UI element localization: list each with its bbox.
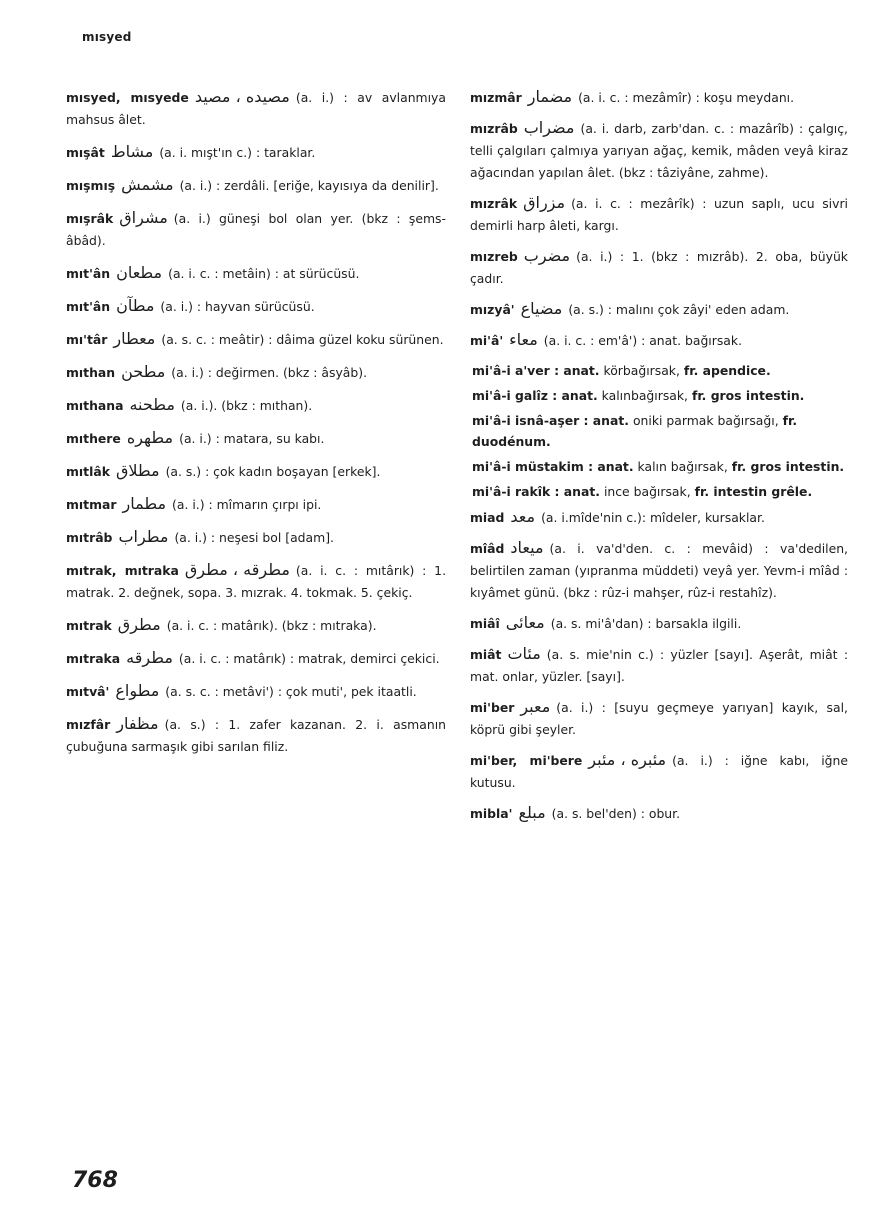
headword: mi'â' <box>470 333 504 348</box>
sub-definition: ince bağırsak, <box>603 484 691 499</box>
headword: mızmâr <box>470 90 522 105</box>
definition: (a. i.) güneşi bol olan yer. (bkz : şems-âbâd). <box>66 211 446 248</box>
headword: mışrâk <box>66 211 114 226</box>
arabic-script: مطلاق <box>115 461 160 480</box>
headword: mıt'ân <box>66 266 111 281</box>
definition: (a. s. c. : metâvi') : çok muti', pek itaatli. <box>165 684 417 699</box>
right-column <box>470 86 848 833</box>
dictionary-entry <box>470 643 848 688</box>
arabic-script: مئات <box>507 644 541 663</box>
dictionary-entry <box>470 329 848 352</box>
headword: mibla' <box>470 806 513 821</box>
sub-definition: kalınbağırsak, <box>601 388 688 403</box>
definition: (a. i. darb, zarb'dan. c. : mazârîb) : çalgıç, telli çalgıları çalmıya yarıyan ağaç, kemik, mâden veyâ kiraz ağacından yapılan âlet. (bkz : tâziyâne, zahme). <box>470 121 848 180</box>
definition: (a. i. c. : mezârîk) : uzun saplı, ucu sivri demirli harp âleti, kargı. <box>470 196 848 233</box>
definition: (a. i.). (bkz : mıthan). <box>180 398 313 413</box>
dictionary-entry <box>66 427 446 450</box>
dictionary-entry <box>66 262 446 285</box>
definition: (a. i.) : zerdâli. [eriğe, kayısıya da denilir]. <box>179 178 439 193</box>
dictionary-entry <box>66 361 446 384</box>
headword: mısyed, mısyede <box>66 90 189 105</box>
arabic-script: مشمش <box>121 175 174 194</box>
dictionary-entry <box>470 506 848 529</box>
arabic-script: مظفار <box>116 714 159 733</box>
sub-headword: mi'â-i rakîk : anat. <box>472 484 600 499</box>
arabic-script: مشاط <box>110 142 154 161</box>
headword: mıt'ân <box>66 299 111 314</box>
headword: mıtlâk <box>66 464 110 479</box>
sub-definition: körbağırsak, <box>603 363 680 378</box>
arabic-script: معبر <box>520 697 551 716</box>
headword: mıtrak <box>66 618 112 633</box>
dictionary-entry <box>470 696 848 741</box>
dictionary-entry <box>66 86 446 131</box>
headword: mıtrak, mıtraka <box>66 563 179 578</box>
arabic-script: مضياع <box>520 299 563 318</box>
headword: mıtrâb <box>66 530 113 545</box>
dictionary-entry <box>66 394 446 417</box>
headword: mîâd <box>470 541 505 556</box>
headword: mıtvâ' <box>66 684 110 699</box>
headword: mızyâ' <box>470 302 515 317</box>
definition: (a. i.) : neşesi bol [adam]. <box>174 530 334 545</box>
arabic-script: مصيده ، مصيد <box>194 87 290 106</box>
definition: (a. i.) : 1. (bkz : mızrâb). 2. oba, büyük çadır. <box>470 249 848 286</box>
definition: (a. s. mie'nin c.) : yüzler [sayı]. Aşerât, miât : mat. onlar, yüzler. [sayı]. <box>470 647 848 684</box>
arabic-script: مضراب <box>523 118 575 137</box>
arabic-script: مضرب <box>523 246 571 265</box>
arabic-script: مطرقه <box>126 648 173 667</box>
sub-definition: oniki parmak bağırsağı, <box>632 413 779 428</box>
dictionary-entry <box>470 537 848 604</box>
sub-entry <box>470 385 848 406</box>
headword: mızrâb <box>470 121 518 136</box>
arabic-script: مطهره <box>126 428 174 447</box>
dictionary-entry <box>470 612 848 635</box>
definition: (a. i. c. : matârık). (bkz : mıtraka). <box>166 618 377 633</box>
dictionary-entry <box>66 174 446 197</box>
dictionary-entry <box>66 295 446 318</box>
dictionary-entry <box>66 680 446 703</box>
definition: (a. i.) : iğne kabı, iğne kutusu. <box>470 753 848 790</box>
headword: miad <box>470 510 505 525</box>
definition: (a. i.mîde'nin c.): mîdeler, kursaklar. <box>541 510 765 525</box>
definition: (a. i. c. : mıtârık) : 1. matrak. 2. değnek, sopa. 3. mızrak. 4. tokmak. 5. çekiç. <box>66 563 447 600</box>
definition: (a. i. c. : em'â') : anat. bağırsak. <box>543 333 743 348</box>
arabic-script: مطحن <box>121 362 166 381</box>
sub-french: fr. gros intestin. <box>691 388 805 403</box>
definition: (a. s. mi'â'dan) : barsakla ilgili. <box>550 616 742 631</box>
dictionary-entry <box>470 749 848 794</box>
sub-french: fr. gros intestin. <box>731 459 845 474</box>
dictionary-entry <box>66 713 446 758</box>
definition: (a. s. c. : meâtir) : dâima güzel koku sürünen. <box>161 332 444 347</box>
arabic-script: مطواع <box>115 681 160 700</box>
headword: miâî <box>470 616 500 631</box>
arabic-script: ميعاد <box>510 538 544 557</box>
definition: (a. i. c. : mezâmîr) : koşu meydanı. <box>578 90 795 105</box>
definition: (a. i. va'd'den. c. : mevâid) : va'dedilen, belirtilen zaman (yıpranma müddeti) veyâ yer. Yevm-i mîâd : kıyâmet günü. (bkz : rûz-i mahşer, rûz-i restahîz). <box>470 541 848 600</box>
definition: (a. s. bel'den) : obur. <box>551 806 681 821</box>
page-header: mısyed <box>82 30 132 44</box>
headword: mi'ber <box>470 700 515 715</box>
arabic-script: مضمار <box>527 87 573 106</box>
headword: mıthere <box>66 431 121 446</box>
definition: (a. i. c. : matârık) : matrak, demirci çekici. <box>178 651 440 666</box>
headword: mı'târ <box>66 332 108 347</box>
sub-french: fr. apendice. <box>683 363 771 378</box>
arabic-script: مطحنه <box>129 395 175 414</box>
dictionary-entry <box>470 298 848 321</box>
headword: mıtraka <box>66 651 121 666</box>
dictionary-entry <box>470 802 848 825</box>
arabic-script: معطار <box>113 329 156 348</box>
headword: mızrâk <box>470 196 518 211</box>
left-column <box>66 86 446 768</box>
arabic-script: مطآن <box>116 296 155 315</box>
dictionary-entry <box>66 328 446 351</box>
sub-headword: mi'â-i galîz : anat. <box>472 388 598 403</box>
arabic-script: مطرقه ، مطرق <box>184 560 290 579</box>
page-number: 768 <box>72 1168 118 1193</box>
headword: mi'ber, mi'bere <box>470 753 583 768</box>
definition: (a. i. c. : metâin) : at sürücüsü. <box>168 266 360 281</box>
headword: mıthana <box>66 398 124 413</box>
definition: (a. s.) : 1. zafer kazanan. 2. i. asmanın çubuğuna sarmaşık gibi sarılan filiz. <box>66 717 446 754</box>
sub-entry <box>470 481 848 502</box>
dictionary-entry <box>66 647 446 670</box>
headword: mışmış <box>66 178 116 193</box>
dictionary-entry <box>66 460 446 483</box>
arabic-script: مطمار <box>122 494 167 513</box>
headword: miât <box>470 647 502 662</box>
headword: mışât <box>66 145 105 160</box>
definition: (a. i.) : av avlanmıya mahsus âlet. <box>66 90 446 127</box>
dictionary-entry <box>66 207 446 252</box>
arabic-script: معاء <box>509 330 538 349</box>
definition: (a. i.) : matara, su kabı. <box>179 431 325 446</box>
definition: (a. i.) : mîmarın çırpı ipi. <box>172 497 322 512</box>
headword: mıtmar <box>66 497 117 512</box>
sub-entry <box>470 456 848 477</box>
headword: mızreb <box>470 249 518 264</box>
dictionary-entry <box>470 86 848 109</box>
dictionary-entry <box>470 245 848 290</box>
sub-french: fr. duodénum. <box>472 413 798 449</box>
definition: (a. i. mışt'ın c.) : taraklar. <box>159 145 316 160</box>
dictionary-entry <box>470 192 848 237</box>
definition: (a. s.) : çok kadın boşayan [erkek]. <box>165 464 381 479</box>
sub-entry <box>470 410 848 452</box>
dictionary-entry <box>66 141 446 164</box>
arabic-script: مزراق <box>523 193 566 212</box>
arabic-script: معد <box>510 507 536 526</box>
arabic-script: مطراب <box>118 527 169 546</box>
definition: (a. i.) : [suyu geçmeye yarıyan] kayık, sal, köprü gibi şeyler. <box>470 700 848 737</box>
arabic-script: مطرق <box>117 615 161 634</box>
sub-headword: mi'â-i isnâ-aşer : anat. <box>472 413 629 428</box>
arabic-script: مشراق <box>119 208 168 227</box>
sub-headword: mi'â-i a'ver : anat. <box>472 363 600 378</box>
headword: mıthan <box>66 365 116 380</box>
arabic-script: مطعان <box>116 263 163 282</box>
dictionary-entry <box>66 559 446 604</box>
sub-headword: mi'â-i müstakim : anat. <box>472 459 634 474</box>
sub-definition: kalın bağırsak, <box>637 459 728 474</box>
arabic-script: مبلع <box>518 803 546 822</box>
dictionary-entry <box>66 526 446 549</box>
arabic-script: مئبره ، مئبر <box>588 750 667 769</box>
sub-french: fr. intestin grêle. <box>694 484 813 499</box>
dictionary-entry <box>470 117 848 184</box>
definition: (a. s.) : malını çok zâyi' eden adam. <box>568 302 790 317</box>
dictionary-entry <box>66 614 446 637</box>
definition: (a. i.) : değirmen. (bkz : âsyâb). <box>171 365 368 380</box>
headword: mızfâr <box>66 717 111 732</box>
sub-entry <box>470 360 848 381</box>
arabic-script: معائى <box>505 613 545 632</box>
dictionary-entry <box>66 493 446 516</box>
definition: (a. i.) : hayvan sürücüsü. <box>160 299 315 314</box>
